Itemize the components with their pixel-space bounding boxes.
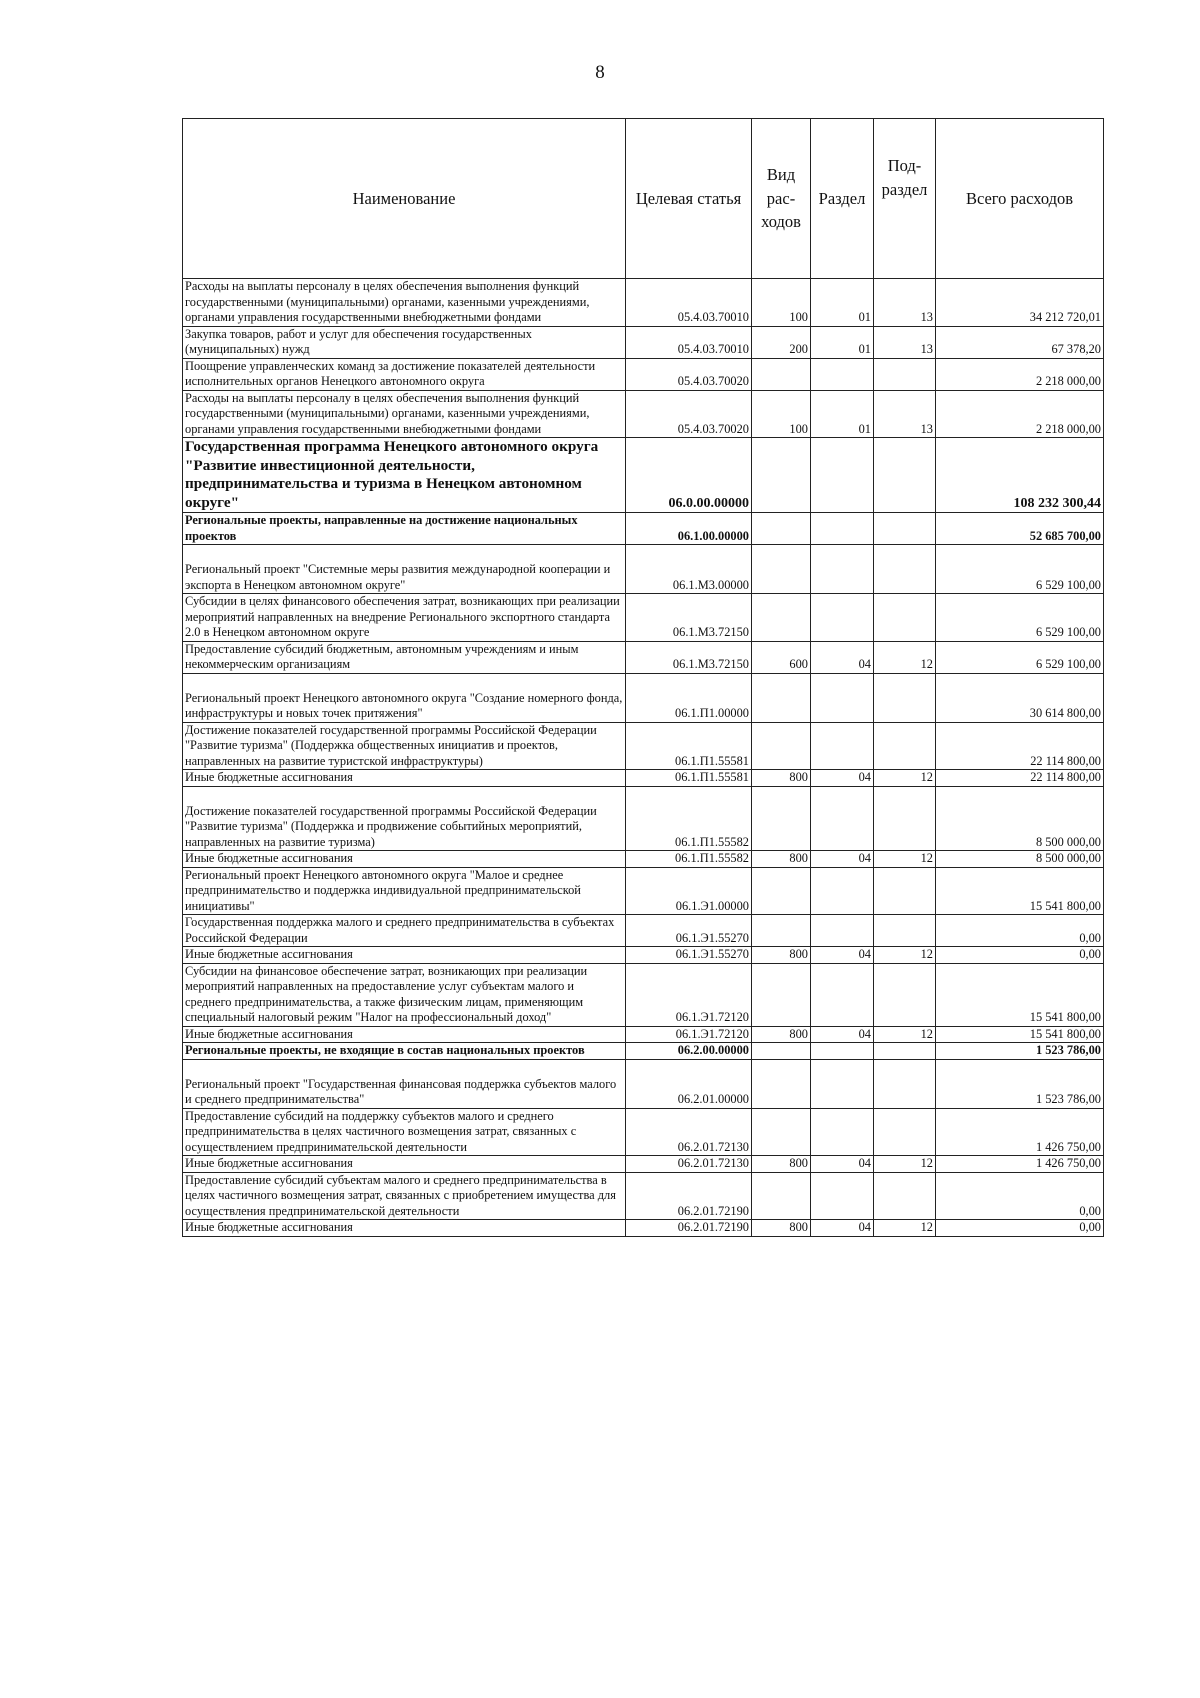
- section-cell: [811, 867, 874, 915]
- section-cell: [811, 915, 874, 947]
- subsection-cell: [874, 1043, 936, 1060]
- section-cell: [811, 1043, 874, 1060]
- table-header-row: [183, 119, 1104, 279]
- section-cell: [811, 545, 874, 594]
- name-cell: Поощрение управленческих команд за достижение показателей деятельности исполнительных органов Ненецкого автономного округа: [183, 358, 626, 390]
- expense-kind-cell: [752, 1172, 811, 1220]
- section-cell: 04: [811, 770, 874, 787]
- name-cell: Региональные проекты, направленные на достижение национальных проектов: [183, 513, 626, 545]
- table-row: [183, 963, 1104, 1026]
- section-cell: [811, 1059, 874, 1108]
- expense-kind-cell: 800: [752, 947, 811, 964]
- total-amount-cell: 0,00: [936, 915, 1104, 947]
- subsection-cell: [874, 438, 936, 513]
- subsection-cell: 12: [874, 947, 936, 964]
- target-article-cell: 05.4.03.70020: [626, 358, 752, 390]
- section-cell: [811, 1108, 874, 1156]
- table-row: [183, 1220, 1104, 1237]
- name-cell: Предоставление субсидий субъектам малого и среднего предпринимательства в целях частичного возмещения затрат, связанных с приобретением имущества для осуществления предпринимательской деятельности: [183, 1172, 626, 1220]
- total-amount-cell: 22 114 800,00: [936, 722, 1104, 770]
- expense-kind-cell: [752, 867, 811, 915]
- section-cell: [811, 594, 874, 642]
- name-cell: Иные бюджетные ассигнования: [183, 1156, 626, 1173]
- name-cell: Закупка товаров, работ и услуг для обеспечения государственных (муниципальных) нужд: [183, 326, 626, 358]
- expense-kind-cell: [752, 513, 811, 545]
- subsection-cell: [874, 786, 936, 851]
- expense-kind-cell: 800: [752, 1026, 811, 1043]
- subsection-cell: [874, 673, 936, 722]
- total-amount-cell: 34 212 720,01: [936, 279, 1104, 327]
- table-row: [183, 438, 1104, 513]
- name-cell: Региональный проект Ненецкого автономного округа "Создание номерного фонда, инфраструктуры и новых точек притяжения": [183, 673, 626, 722]
- subsection-cell: 12: [874, 1026, 936, 1043]
- target-article-cell: 06.1.П1.55582: [626, 851, 752, 868]
- total-amount-cell: 0,00: [936, 947, 1104, 964]
- name-cell: Иные бюджетные ассигнования: [183, 851, 626, 868]
- expense-kind-cell: [752, 1108, 811, 1156]
- table-row: [183, 1108, 1104, 1156]
- total-amount-cell: 6 529 100,00: [936, 641, 1104, 673]
- total-amount-cell: 67 378,20: [936, 326, 1104, 358]
- header-total-expenses: Всего расходов: [936, 119, 1104, 279]
- target-article-cell: 06.1.Э1.72120: [626, 1026, 752, 1043]
- subsection-cell: [874, 1059, 936, 1108]
- section-cell: 04: [811, 1026, 874, 1043]
- section-cell: [811, 963, 874, 1026]
- table-row: [183, 786, 1104, 851]
- header-subsection: Под-раздел: [874, 119, 936, 279]
- section-cell: 01: [811, 390, 874, 438]
- name-cell: Субсидии в целях финансового обеспечения затрат, возникающих при реализации мероприятий направленных на внедрение Регионального экспортного стандарта 2.0 в Ненецком автономном округе: [183, 594, 626, 642]
- budget-table: [182, 118, 1104, 1237]
- subsection-cell: [874, 358, 936, 390]
- total-amount-cell: 6 529 100,00: [936, 545, 1104, 594]
- subsection-cell: [874, 513, 936, 545]
- subsection-cell: [874, 867, 936, 915]
- target-article-cell: 05.4.03.70010: [626, 326, 752, 358]
- table-row: [183, 641, 1104, 673]
- subsection-cell: 12: [874, 851, 936, 868]
- name-cell: Иные бюджетные ассигнования: [183, 1220, 626, 1237]
- subsection-cell: 12: [874, 1220, 936, 1237]
- expense-kind-cell: 600: [752, 641, 811, 673]
- name-cell: Предоставление субсидий бюджетным, автономным учреждениям и иным некоммерческим организациям: [183, 641, 626, 673]
- table-row: [183, 390, 1104, 438]
- expense-kind-cell: [752, 963, 811, 1026]
- header-name: Наименование: [183, 119, 626, 279]
- name-cell: Региональный проект "Государственная финансовая поддержка субъектов малого и среднего предпринимательства": [183, 1059, 626, 1108]
- section-cell: [811, 513, 874, 545]
- name-cell: Региональные проекты, не входящие в состав национальных проектов: [183, 1043, 626, 1060]
- table-row: [183, 358, 1104, 390]
- subsection-cell: 13: [874, 326, 936, 358]
- total-amount-cell: 1 523 786,00: [936, 1059, 1104, 1108]
- name-cell: Иные бюджетные ассигнования: [183, 770, 626, 787]
- header-expense-kind: Вид рас-ходов: [752, 119, 811, 279]
- total-amount-cell: 52 685 700,00: [936, 513, 1104, 545]
- total-amount-cell: 15 541 800,00: [936, 867, 1104, 915]
- table-row: [183, 513, 1104, 545]
- section-cell: 04: [811, 947, 874, 964]
- table-row: [183, 722, 1104, 770]
- section-cell: 04: [811, 1220, 874, 1237]
- table-row: [183, 947, 1104, 964]
- total-amount-cell: 1 426 750,00: [936, 1108, 1104, 1156]
- section-cell: [811, 722, 874, 770]
- section-cell: 04: [811, 641, 874, 673]
- target-article-cell: 06.1.П1.00000: [626, 673, 752, 722]
- section-cell: 01: [811, 326, 874, 358]
- subsection-cell: [874, 1172, 936, 1220]
- expense-kind-cell: 800: [752, 1220, 811, 1237]
- table-row: [183, 851, 1104, 868]
- total-amount-cell: 0,00: [936, 1220, 1104, 1237]
- subsection-cell: 12: [874, 641, 936, 673]
- target-article-cell: 06.1.П1.55581: [626, 770, 752, 787]
- table-row: [183, 1026, 1104, 1043]
- target-article-cell: 06.1.Э1.00000: [626, 867, 752, 915]
- expense-kind-cell: [752, 915, 811, 947]
- expense-kind-cell: 800: [752, 770, 811, 787]
- subsection-cell: 12: [874, 770, 936, 787]
- target-article-cell: 06.1.П1.55581: [626, 722, 752, 770]
- header-section: Раздел: [811, 119, 874, 279]
- total-amount-cell: 30 614 800,00: [936, 673, 1104, 722]
- expense-kind-cell: 100: [752, 390, 811, 438]
- name-cell: Государственная поддержка малого и среднего предпринимательства в субъектах Российской Федерации: [183, 915, 626, 947]
- section-cell: [811, 358, 874, 390]
- table-row: [183, 326, 1104, 358]
- total-amount-cell: 1 426 750,00: [936, 1156, 1104, 1173]
- target-article-cell: 06.1.Э1.55270: [626, 947, 752, 964]
- total-amount-cell: 2 218 000,00: [936, 358, 1104, 390]
- expense-kind-cell: [752, 673, 811, 722]
- subsection-cell: [874, 545, 936, 594]
- total-amount-cell: 0,00: [936, 1172, 1104, 1220]
- table-row: [183, 867, 1104, 915]
- expense-kind-cell: [752, 358, 811, 390]
- name-cell: Расходы на выплаты персоналу в целях обеспечения выполнения функций государственными (муниципальными) органами, казенными учреждениями, органами управления государственными внебюджетными фондами: [183, 390, 626, 438]
- section-cell: 04: [811, 1156, 874, 1173]
- total-amount-cell: 15 541 800,00: [936, 1026, 1104, 1043]
- total-amount-cell: 1 523 786,00: [936, 1043, 1104, 1060]
- expense-kind-cell: [752, 438, 811, 513]
- table-row: [183, 1172, 1104, 1220]
- table-row: [183, 1156, 1104, 1173]
- section-cell: [811, 786, 874, 851]
- subsection-cell: [874, 594, 936, 642]
- target-article-cell: 06.2.01.00000: [626, 1059, 752, 1108]
- name-cell: Региональный проект "Системные меры развития международной кооперации и экспорта в Ненецком автономном округе": [183, 545, 626, 594]
- target-article-cell: 05.4.03.70010: [626, 279, 752, 327]
- table-row: [183, 279, 1104, 327]
- table-row: [183, 594, 1104, 642]
- subsection-cell: [874, 963, 936, 1026]
- target-article-cell: 06.1.Э1.55270: [626, 915, 752, 947]
- section-cell: 01: [811, 279, 874, 327]
- section-cell: [811, 1172, 874, 1220]
- subsection-cell: [874, 722, 936, 770]
- total-amount-cell: 8 500 000,00: [936, 851, 1104, 868]
- name-cell: Расходы на выплаты персоналу в целях обеспечения выполнения функций государственными (муниципальными) органами, казенными учреждениями, органами управления государственными внебюджетными фондами: [183, 279, 626, 327]
- total-amount-cell: 6 529 100,00: [936, 594, 1104, 642]
- expense-kind-cell: [752, 722, 811, 770]
- target-article-cell: 06.1.М3.72150: [626, 594, 752, 642]
- name-cell: Субсидии на финансовое обеспечение затрат, возникающих при реализации мероприятий направленных на предоставление услуг субъектам малого и среднего предпринимательства, а также физическим лицам, применяющим специальный налоговый режим "Налог на профессиональный доход": [183, 963, 626, 1026]
- expense-kind-cell: 100: [752, 279, 811, 327]
- target-article-cell: 06.0.00.00000: [626, 438, 752, 513]
- target-article-cell: 06.2.01.72190: [626, 1220, 752, 1237]
- table-row: [183, 1043, 1104, 1060]
- name-cell: Достижение показателей государственной программы Российской Федерации "Развитие туризма" (Поддержка общественных инициатив и проектов, направленных на развитие туристской инфраструктуры): [183, 722, 626, 770]
- expense-kind-cell: [752, 1059, 811, 1108]
- table-row: [183, 1059, 1104, 1108]
- name-cell: Государственная программа Ненецкого автономного округа "Развитие инвестиционной деятельности, предпринимательства и туризма в Ненецком автономном округе": [183, 438, 626, 513]
- target-article-cell: 06.1.00.00000: [626, 513, 752, 545]
- total-amount-cell: 8 500 000,00: [936, 786, 1104, 851]
- name-cell: Достижение показателей государственной программы Российской Федерации "Развитие туризма" (Поддержка и продвижение событийных мероприятий, направленных на развитие туризма): [183, 786, 626, 851]
- target-article-cell: 06.2.01.72130: [626, 1108, 752, 1156]
- table-row: [183, 545, 1104, 594]
- target-article-cell: 06.2.01.72130: [626, 1156, 752, 1173]
- section-cell: [811, 673, 874, 722]
- expense-kind-cell: 800: [752, 851, 811, 868]
- expense-kind-cell: [752, 545, 811, 594]
- expense-kind-cell: [752, 786, 811, 851]
- subsection-cell: [874, 1108, 936, 1156]
- subsection-cell: 13: [874, 279, 936, 327]
- target-article-cell: 06.2.01.72190: [626, 1172, 752, 1220]
- page-number: 8: [595, 62, 605, 83]
- total-amount-cell: 108 232 300,44: [936, 438, 1104, 513]
- target-article-cell: 06.1.П1.55582: [626, 786, 752, 851]
- section-cell: [811, 438, 874, 513]
- name-cell: Иные бюджетные ассигнования: [183, 1026, 626, 1043]
- table-row: [183, 915, 1104, 947]
- table-row: [183, 770, 1104, 787]
- subsection-cell: [874, 915, 936, 947]
- target-article-cell: 06.1.Э1.72120: [626, 963, 752, 1026]
- expense-kind-cell: 200: [752, 326, 811, 358]
- name-cell: Иные бюджетные ассигнования: [183, 947, 626, 964]
- target-article-cell: 06.1.М3.00000: [626, 545, 752, 594]
- section-cell: 04: [811, 851, 874, 868]
- table-body: [183, 279, 1104, 1237]
- target-article-cell: 06.1.М3.72150: [626, 641, 752, 673]
- name-cell: Региональный проект Ненецкого автономного округа "Малое и среднее предпринимательство и поддержка индивидуальной предпринимательской инициативы": [183, 867, 626, 915]
- subsection-cell: 12: [874, 1156, 936, 1173]
- target-article-cell: 05.4.03.70020: [626, 390, 752, 438]
- total-amount-cell: 2 218 000,00: [936, 390, 1104, 438]
- total-amount-cell: 22 114 800,00: [936, 770, 1104, 787]
- expense-kind-cell: [752, 594, 811, 642]
- expense-kind-cell: [752, 1043, 811, 1060]
- target-article-cell: 06.2.00.00000: [626, 1043, 752, 1060]
- total-amount-cell: 15 541 800,00: [936, 963, 1104, 1026]
- table-row: [183, 673, 1104, 722]
- header-target-article: Целевая статья: [626, 119, 752, 279]
- name-cell: Предоставление субсидий на поддержку субъектов малого и среднего предпринимательства в целях частичного возмещения затрат, связанных с осуществлением предпринимательской деятельности: [183, 1108, 626, 1156]
- subsection-cell: 13: [874, 390, 936, 438]
- expense-kind-cell: 800: [752, 1156, 811, 1173]
